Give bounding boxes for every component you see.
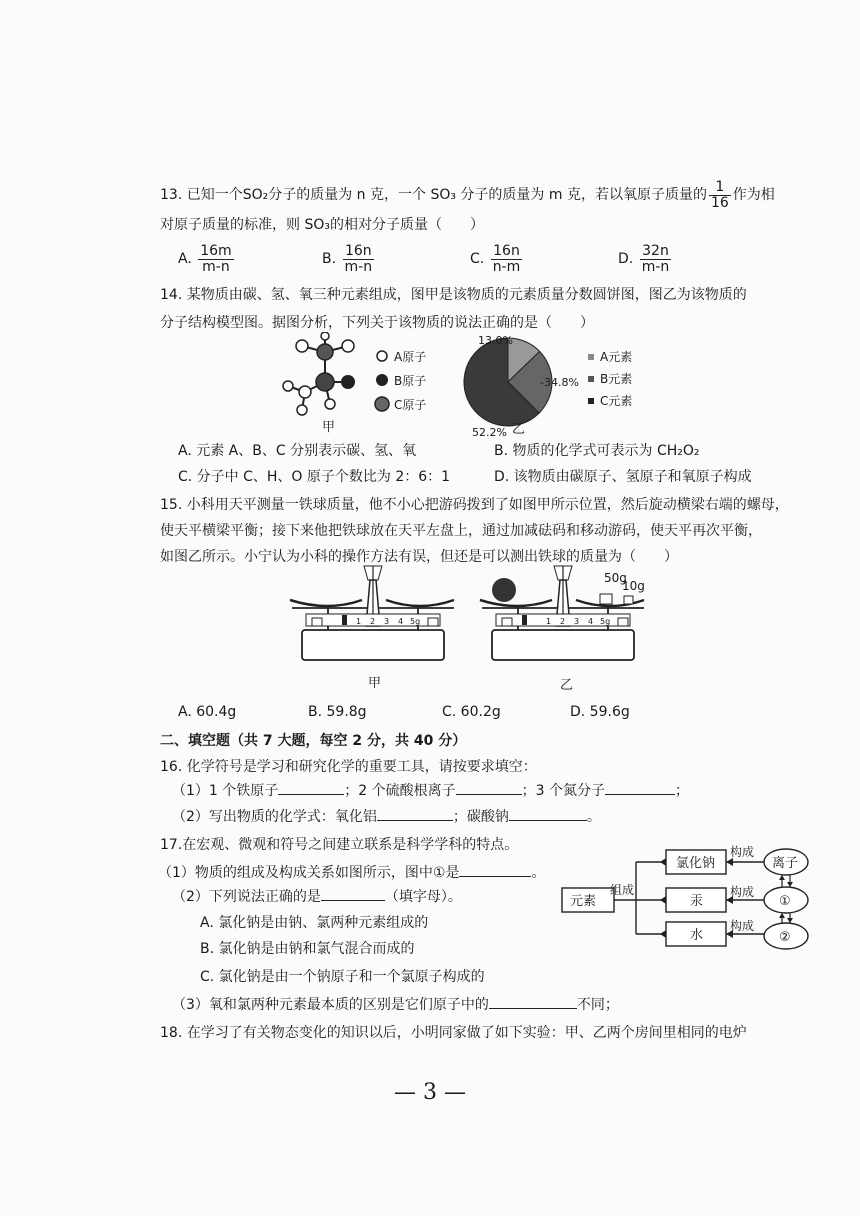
atom-c bbox=[316, 373, 334, 391]
q16-line3: （2）写出物质的化学式：氧化铝 ；碳酸钠 。 bbox=[172, 809, 601, 825]
diagram-particle-ion: 离子 bbox=[772, 856, 799, 871]
q15-option-b[interactable]: B. 59.8g bbox=[308, 704, 367, 720]
section-2-heading: 二、填空题（共 7 大题，每空 2 分，共 40 分） bbox=[160, 733, 467, 749]
svg-text:2: 2 bbox=[370, 617, 376, 626]
q13-option-d[interactable]: D. $\frac{32n}{m-n}$ bbox=[618, 243, 670, 275]
q14-fig-right-label: 乙 bbox=[512, 422, 526, 437]
q17-composition-diagram bbox=[556, 842, 810, 954]
q13-stem-text: 13. 已知一个SO₂分子的质量为 n 克，一个 SO₃ 分子的质量为 m 克，若以氧原子质量的 bbox=[160, 187, 707, 204]
q17-option-a[interactable]: A. 氯化钠是由钠、氯两种元素组成的 bbox=[200, 915, 429, 931]
pie-label-52: 52.2% bbox=[472, 426, 507, 438]
q18-stem: 18. 在学习了有关物态变化的知识以后，小明同家做了如下实验：甲、乙两个房间里相同的电炉 bbox=[160, 1025, 747, 1041]
atom-a bbox=[297, 405, 307, 415]
atom-a bbox=[321, 332, 329, 340]
legend-b-atom-icon bbox=[376, 374, 388, 386]
q17-blank-1[interactable] bbox=[459, 876, 531, 877]
q14-stem-line2: 分子结构模型图。据图分析，下列关于该物质的说法正确的是（ ） bbox=[160, 315, 594, 331]
q15-fig-right-label: 乙 bbox=[560, 678, 574, 693]
q16-stem: 16. 化学符号是学习和研究化学的重要工具，请按要求填空： bbox=[160, 759, 537, 775]
weight-50g bbox=[600, 594, 612, 604]
rider-jia bbox=[342, 615, 347, 625]
q13-option-c[interactable]: C. $\frac{16n}{n-m}$ bbox=[470, 243, 521, 275]
diagram-substance-water: 水 bbox=[690, 928, 704, 943]
q16-blank-3[interactable] bbox=[605, 794, 675, 795]
q15-option-c[interactable]: C. 60.2g bbox=[442, 704, 501, 720]
diagram-substance-nacl: 氯化钠 bbox=[676, 856, 716, 871]
diagram-particle-1: ① bbox=[779, 894, 791, 909]
page-number: — 3 — bbox=[394, 1080, 466, 1105]
rider-yi bbox=[522, 615, 527, 625]
diagram-compose-label: 组成 bbox=[610, 883, 635, 897]
svg-text:3: 3 bbox=[384, 617, 390, 626]
diagram-constitute-3: 构成 bbox=[730, 919, 755, 933]
legend-a-element-label: A元素 bbox=[600, 350, 633, 364]
q13-option-a[interactable]: A. $\frac{16m}{m-n}$ bbox=[178, 243, 232, 275]
balance-yi-figure bbox=[472, 560, 672, 670]
q14-option-a[interactable]: A. 元素 A、B、C 分别表示碳、氢、氧 bbox=[178, 443, 417, 459]
legend-c-element-label: C元素 bbox=[600, 394, 633, 408]
legend-a-element-icon bbox=[588, 354, 594, 360]
diagram-constitute-2: 构成 bbox=[730, 885, 755, 899]
q14-option-b[interactable]: B. 物质的化学式可表示为 CH₂O₂ bbox=[494, 443, 700, 459]
q17-line4: （3）氧和氯两种元素最本质的区别是它们原子中的 不同； bbox=[172, 997, 619, 1013]
svg-text:3: 3 bbox=[574, 617, 580, 626]
atom-c bbox=[317, 344, 333, 360]
q17-line3: （2）下列说法正确的是 （填字母）。 bbox=[172, 889, 462, 905]
svg-text:2: 2 bbox=[560, 617, 566, 626]
q15-stem-line3: 如图乙所示。小宁认为小科的操作方法有误，但还是可以测出铁球的质量为（ ） bbox=[160, 549, 678, 565]
svg-text:5g: 5g bbox=[600, 617, 611, 626]
q17-blank-3[interactable] bbox=[489, 1008, 577, 1009]
atom-a bbox=[342, 340, 354, 352]
q14-stem-line1: 14. 某物质由碳、氢、氧三种元素组成，图甲是该物质的元素质量分数圆饼图，图乙为该物质的 bbox=[160, 287, 747, 303]
pie-label-34: -34.8% bbox=[540, 376, 579, 389]
svg-text:1: 1 bbox=[546, 617, 552, 626]
q15-stem-line1: 15. 小科用天平测量一铁球质量，他不小心把游码拨到了如图甲所示位置，然后旋动横梁右端的螺母， bbox=[160, 497, 789, 513]
legend-c-element-icon bbox=[588, 398, 594, 404]
q16-blank-4[interactable] bbox=[377, 820, 453, 821]
q13-stem-line2: 对原子质量的标准，则 SO₃的相对分子质量（ ） bbox=[160, 217, 484, 233]
q17-blank-2[interactable] bbox=[321, 900, 385, 901]
legend-c-atom-icon bbox=[375, 397, 389, 411]
q16-blank-5[interactable] bbox=[509, 820, 587, 821]
atom-a bbox=[325, 399, 335, 409]
q17-option-b[interactable]: B. 氯化钠是由钠和氯气混合而成的 bbox=[200, 941, 415, 957]
q17-option-c[interactable]: C. 氯化钠是由一个钠原子和一个氯原子构成的 bbox=[200, 969, 485, 985]
legend-c-atom-label: C原子 bbox=[394, 398, 427, 412]
q15-option-a[interactable]: A. 60.4g bbox=[178, 704, 237, 720]
diagram-particle-2: ② bbox=[779, 930, 791, 945]
atom-b bbox=[341, 375, 355, 389]
svg-text:50g: 50g bbox=[604, 571, 627, 585]
q16-blank-1[interactable] bbox=[278, 794, 344, 795]
q15-stem-line2: 使天平横梁平衡；接下来他把铁球放在天平左盘上，通过加减砝码和移动游码，使天平再次平衡， bbox=[160, 523, 762, 539]
legend-a-atom-icon bbox=[377, 351, 387, 361]
balance-jia-figure bbox=[282, 560, 462, 670]
diagram-substance-hg: 汞 bbox=[690, 894, 704, 909]
q14-molecule-figure bbox=[270, 332, 450, 432]
q14-option-d[interactable]: D. 该物质由碳原子、氢原子和氧原子构成 bbox=[494, 469, 752, 485]
q16-blank-2[interactable] bbox=[456, 794, 522, 795]
q13-fraction: $\frac{1}{16}$ bbox=[710, 179, 729, 211]
svg-text:5g: 5g bbox=[410, 617, 421, 626]
svg-text:10g: 10g bbox=[622, 579, 645, 593]
legend-b-atom-label: B原子 bbox=[394, 374, 427, 388]
q16-line2: （1）1 个铁原子 ；2 个硫酸根离子 ；3 个氮分子 ； bbox=[172, 783, 689, 799]
diagram-constitute-1: 构成 bbox=[730, 845, 755, 859]
q15-fig-left-label: 甲 bbox=[368, 676, 382, 691]
weight-10g bbox=[624, 596, 633, 604]
iron-ball bbox=[492, 578, 516, 602]
q13-stem-line1: 13. 已知一个SO₂分子的质量为 n 克，一个 SO₃ 分子的质量为 m 克，若以氧原子质量的 $\frac{1}{16}$ 作为相 bbox=[160, 179, 775, 211]
atom-a bbox=[299, 386, 311, 398]
q14-fig-left-label: 甲 bbox=[322, 420, 336, 435]
atom-a bbox=[296, 340, 308, 352]
q14-pie-figure bbox=[450, 332, 680, 438]
q15-option-d[interactable]: D. 59.6g bbox=[570, 704, 630, 720]
svg-text:4: 4 bbox=[398, 617, 404, 626]
legend-a-atom-label: A原子 bbox=[394, 350, 427, 364]
q14-option-c[interactable]: C. 分子中 C、H、O 原子个数比为 2：6：1 bbox=[178, 469, 451, 485]
q13-option-b[interactable]: B. $\frac{16n}{m-n}$ bbox=[322, 243, 373, 275]
svg-text:1: 1 bbox=[356, 617, 362, 626]
atom-a bbox=[283, 381, 293, 391]
legend-b-element-icon bbox=[588, 376, 594, 382]
q17-stem: 17.在宏观、微观和符号之间建立联系是科学学科的特点。 bbox=[160, 837, 519, 853]
legend-b-element-label: B元素 bbox=[600, 372, 633, 386]
q17-line2: （1）物质的组成及构成关系如图所示，图中①是 。 bbox=[158, 865, 546, 881]
diagram-element-box: 元素 bbox=[570, 894, 597, 909]
pie-label-13: 13.0% bbox=[478, 334, 513, 347]
svg-text:4: 4 bbox=[588, 617, 594, 626]
